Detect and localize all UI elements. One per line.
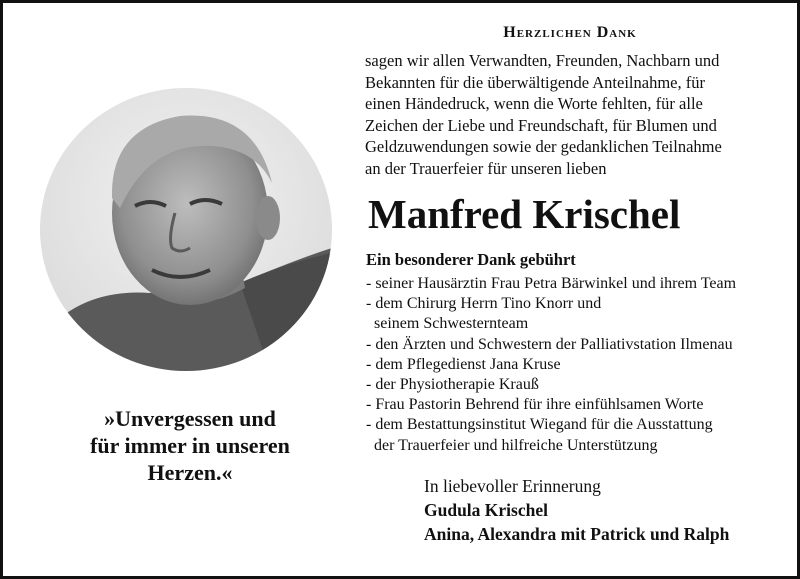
list-item: - der Physiotherapie Krauß xyxy=(366,376,539,394)
list-item: - seiner Hausärztin Frau Petra Bärwinkel und ihrem Team xyxy=(366,275,737,292)
intro-line: an der Trauerfeier für unseren lieben xyxy=(365,158,607,178)
list-item: - dem Chirurg Herrn Tino Knorr und xyxy=(366,295,602,313)
list-item: - Frau Pastorin Behrend für ihre einfühlsamen Worte xyxy=(366,396,704,414)
special-thanks-list xyxy=(366,274,786,456)
intro-text xyxy=(365,50,785,179)
intro-line: Bekannten für die überwältigende Anteilnahme, für xyxy=(365,72,705,92)
signature-block xyxy=(424,474,729,546)
intro-line: sagen wir allen Verwandten, Freunden, Nachbarn und xyxy=(365,51,720,70)
list-item: - dem Bestattungsinstitut Wiegand für die Ausstattung xyxy=(366,416,713,434)
list-item: der Trauerfeier und hilfreiche Unterstützung xyxy=(366,436,658,454)
signature-family: Anina, Alexandra mit Patrick und Ralph xyxy=(424,524,730,544)
list-item: seinem Schwesternteam xyxy=(366,315,529,333)
intro-line: Zeichen der Liebe und Freundschaft, für Blumen und xyxy=(365,115,717,135)
quote-line: für immer in unseren xyxy=(90,433,290,458)
intro-line: Geldzuwendungen sowie der gedanklichen Teilnahme xyxy=(365,137,722,156)
thanks-heading: Herzlichen Dank xyxy=(503,24,637,41)
deceased-name: Manfred Krischel xyxy=(368,191,681,237)
list-item: - dem Pflegedienst Jana Kruse xyxy=(366,355,561,373)
signature-intro: In liebevoller Erinnerung xyxy=(424,476,601,496)
quote-line: »Unvergessen und xyxy=(104,406,276,431)
memorial-quote xyxy=(60,405,320,486)
list-item: - den Ärzten und Schwestern der Palliativstation Ilmenau xyxy=(366,335,733,353)
signature-name: Gudula Krischel xyxy=(424,500,548,520)
intro-line: einen Händedruck, wenn die Worte fehlten, für alle xyxy=(365,94,703,113)
quote-line: Herzen.« xyxy=(147,460,233,485)
portrait-photo xyxy=(40,88,332,371)
special-thanks-heading: Ein besonderer Dank gebührt xyxy=(366,250,576,269)
